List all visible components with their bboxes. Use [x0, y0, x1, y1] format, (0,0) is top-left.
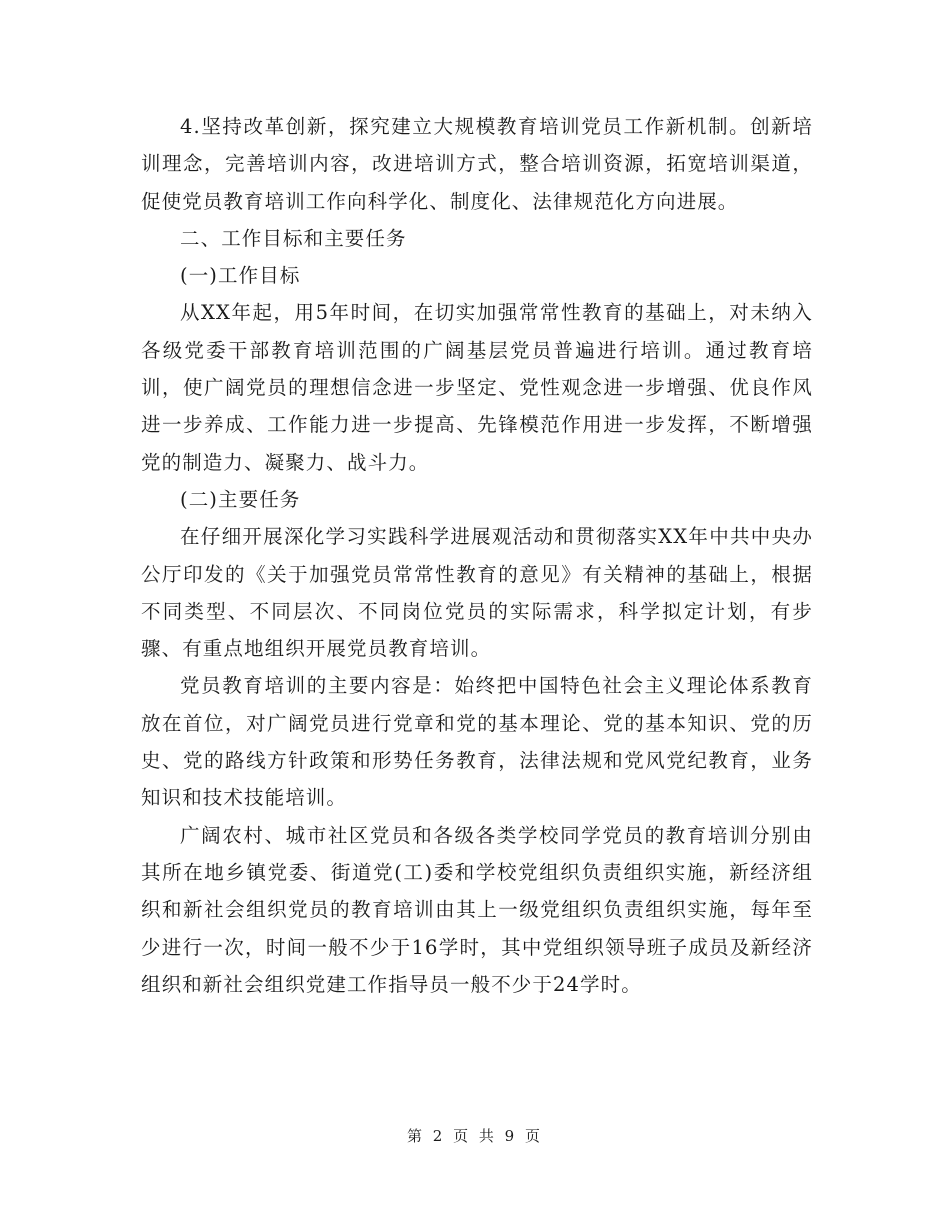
paragraph-work-goals: 从XX年起，用5年时间，在切实加强常常性教育的基础上，对未纳入各级党委干部教育培训范围的广阔基层党员普遍进行培训。通过教育培训，使广阔党员的理想信念进一步坚定、党性观念进一步增强、优良作风进一步养成、工作能力进一步提高、先锋模范作用进一步发挥，不断增强党的制造力、凝聚力、战斗力。	[141, 301, 813, 474]
subheading-main-tasks: (二)主要任务	[180, 487, 301, 511]
page-number-footer: 第 2 页 共 9 页	[407, 1127, 543, 1145]
paragraph-reform-innovation: 4.坚持改革创新，探究建立大规模教育培训党员工作新机制。创新培训理念，完善培训内容，改进培训方式，整合培训资源，拓宽培训渠道，促使党员教育培训工作向科学化、制度化、法律规范化方向进展。	[141, 115, 813, 213]
subheading-work-goals: (一)工作目标	[180, 264, 301, 288]
heading-goals-and-tasks: 二、工作目标和主要任务	[180, 226, 407, 250]
paragraph-training-organization: 广阔农村、城市社区党员和各级各类学校同学党员的教育培训分别由其所在地乡镇党委、街道党(工)委和学校党组织负责组织实施，新经济组织和新社会组织党员的教育培训由其上一级党组织负责组织实施，每年至少进行一次，时间一般不少于16学时，其中党组织领导班子成员及新经济组织和新社会组织党建工作指导员一般不少于24学时。	[141, 823, 813, 996]
document-body	[141, 108, 813, 1003]
paragraph-training-content: 党员教育培训的主要内容是：始终把中国特色社会主义理论体系教育放在首位，对广阔党员进行党章和党的基本理论、党的基本知识、党的历史、党的路线方针政策和形势任务教育，法律法规和党风党纪教育，业务知识和技术技能培训。	[141, 674, 813, 810]
paragraph-main-tasks: 在仔细开展深化学习实践科学进展观活动和贯彻落实XX年中共中央办公厅印发的《关于加强党员常常性教育的意见》有关精神的基础上，根据不同类型、不同层次、不同岗位党员的实际需求，科学拟定计划，有步骤、有重点地组织开展党员教育培训。	[141, 525, 813, 661]
